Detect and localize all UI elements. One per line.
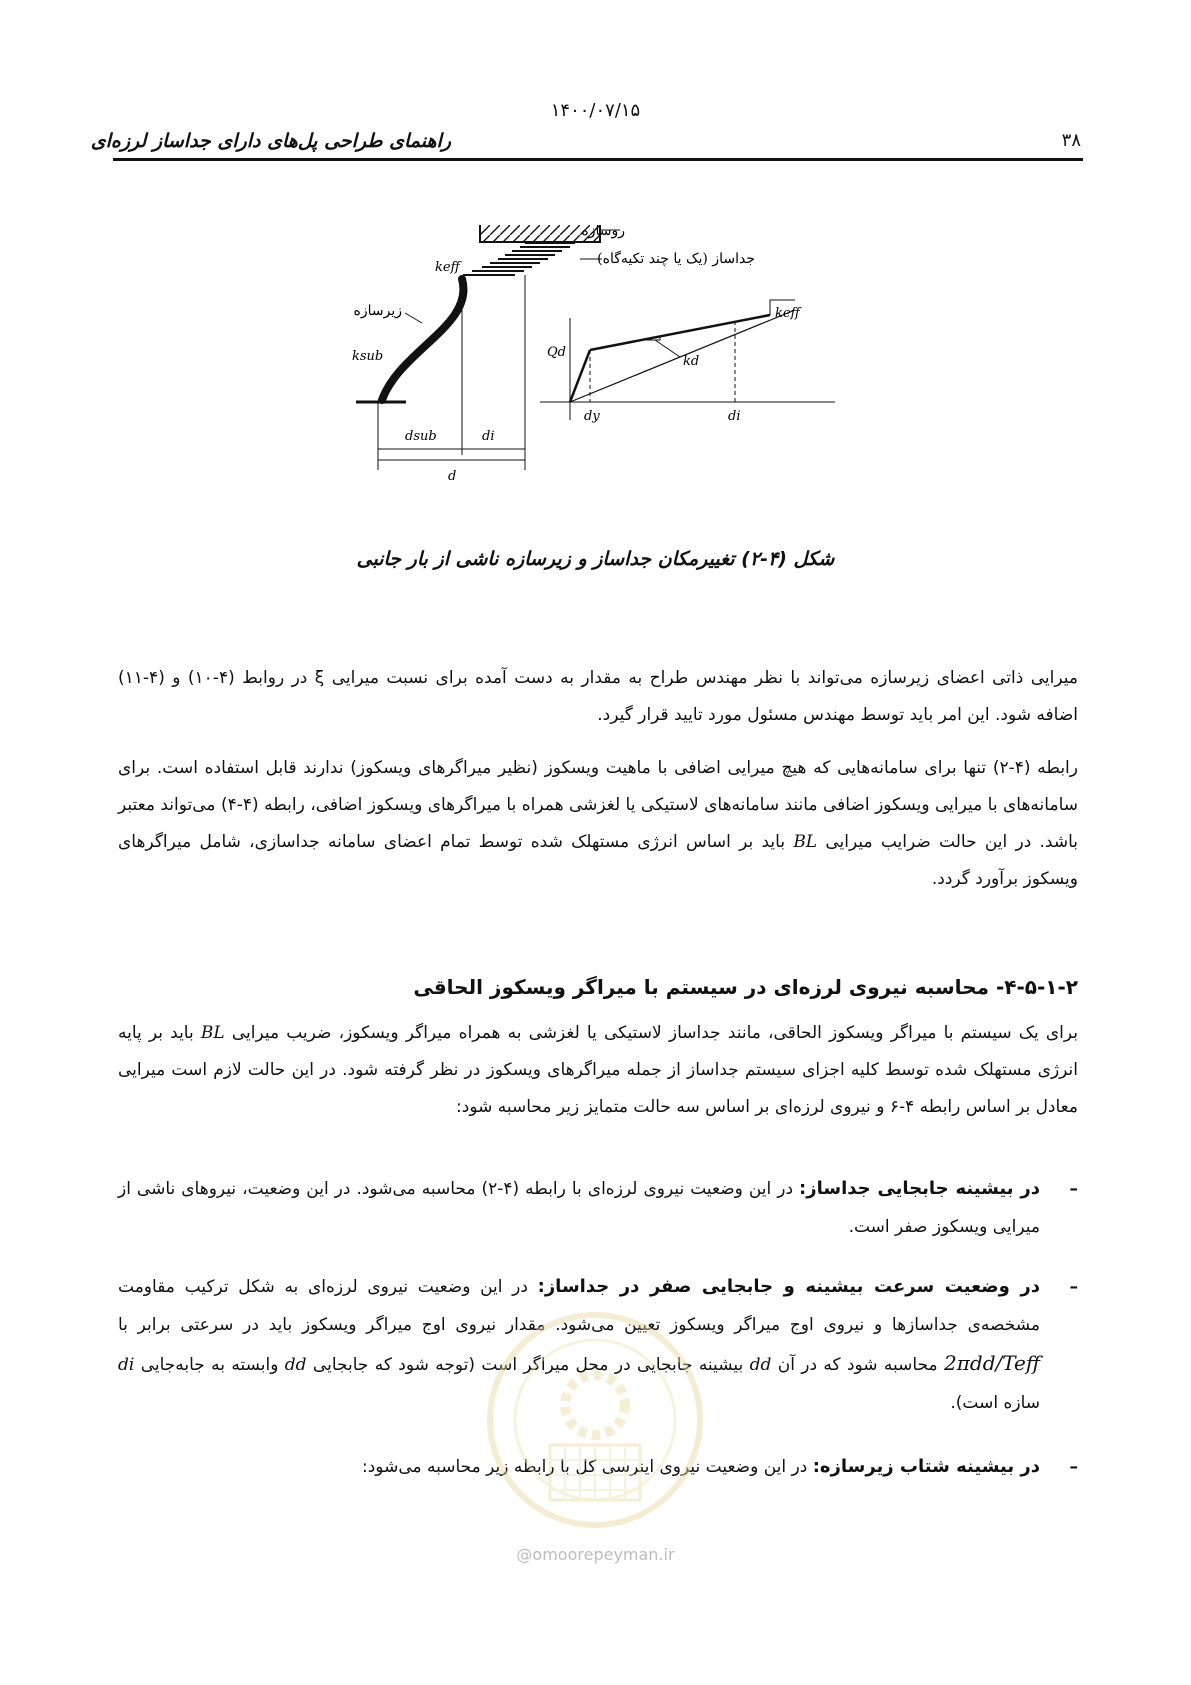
- substructure-column: [382, 279, 464, 400]
- symbol-dd: dd: [749, 1355, 772, 1375]
- bullet-dash: –: [1069, 1457, 1078, 1477]
- label-d-i-graph: di: [728, 409, 741, 424]
- bullet-1-title: در بیشینه جابجایی جداساز:: [799, 1178, 1040, 1199]
- damping-coefficient-symbol: BL: [793, 832, 818, 852]
- label-d: d: [448, 469, 457, 484]
- bullet-2-text-2: محاسبه شود که در آن: [777, 1355, 938, 1375]
- label-k-sub: ksub: [352, 349, 384, 364]
- section-heading: ۴-۵-۱-۲- محاسبه نیروی لرزه‌ای در سیستم با میراگر ویسکوز الحاقی: [413, 975, 1078, 999]
- header-rule: [113, 158, 1083, 161]
- watermark-seal-icon: [480, 1305, 710, 1535]
- paragraph-2-text-b: باید بر اساس انرژی مستهلک شده توسط تمام اعضای سامانه جداسازی، شامل میراگرهای ویسکوز برآورد گردد.: [118, 832, 1078, 889]
- bullet-3-title: در بیشینه شتاب زیرسازه:: [812, 1456, 1040, 1477]
- bullet-2-text-1: در این وضعیت نیروی لرزه‌ای به شکل ترکیب مقاومت مشخصه‌ی جداسازها و نیروی اوج میراگر ویسکوز تعیین می‌شود. مقدار نیروی اوج میراگر ویسکوز باید در سرعتی برابر با: [118, 1277, 1040, 1335]
- document-date: ۱۴۰۰/۰۷/۱۵: [550, 100, 641, 121]
- label-q-d: Qd: [547, 345, 566, 360]
- label-d-i: di: [482, 429, 495, 444]
- bullet-max-displacement: [118, 1170, 1078, 1246]
- label-k-eff-graph: keff: [775, 306, 800, 321]
- bullet-2-text-5: سازه است).: [950, 1393, 1040, 1413]
- bullet-1-text: در این وضعیت نیروی لرزه‌ای با رابطه (۴-۲) محاسبه می‌شود. در این وضعیت، نیروهای ناشی از میرایی ویسکوز صفر است.: [118, 1179, 1040, 1237]
- paragraph-2-text-a: رابطه (۴-۲) تنها برای سامانه‌هایی که هیچ میرایی اضافی با ماهیت ویسکوز (نظیر میراگرهای ویسکوز) ندارند قابل استفاده است. برای سامانه‌های با میرایی ویسکوز اضافی مانند سامانه‌های لاستیکی یا لغزشی همراه با میراگرهای ویسکوز اضافی، رابطه (۴-۴) می‌تواند معتبر باشد. در این حالت ضرایب میرایی: [118, 758, 1078, 852]
- bullet-dash: –: [1069, 1277, 1078, 1297]
- section-intro-text-a: برای یک سیستم با میراگر ویسکوز الحاقی، مانند جداساز لاستیکی یا لغزشی به همراه میراگر ویسکوز، ضریب میرایی: [231, 1023, 1079, 1043]
- symbol-di: di: [118, 1355, 135, 1375]
- section-intro-text-b: باید بر پایه انرژی مستهلک شده توسط کلیه اجزای سیستم جداساز از جمله میراگرهای ویسکوز در نظر گرفته شود. در این حالت لازم است میرایی معادل بر اساس رابطه ۴-۶ و نیروی لرزه‌ای بر اساس سه حالت متمایز زیر محاسبه شود:: [118, 1023, 1078, 1117]
- bullet-2-title: در وضعیت سرعت بیشینه و جابجایی صفر در جداساز:: [537, 1276, 1041, 1297]
- page-number: ۳۸: [1061, 130, 1081, 151]
- bullet-3-text: در این وضعیت نیروی اینرسی کل با رابطه زیر محاسبه می‌شود:: [362, 1457, 808, 1477]
- bullet-dash: –: [1069, 1179, 1078, 1199]
- section-damping-symbol: BL: [200, 1023, 225, 1043]
- paragraph-inherent-damping: [118, 660, 1078, 734]
- section-intro: [118, 1015, 1078, 1126]
- figure-caption: شکل (۴-۲) تغییرمکان جداساز و زیرسازه ناشی از بار جانبی: [356, 548, 835, 570]
- symbol-dd-2: dd: [284, 1355, 307, 1375]
- paragraph-1-text: میرایی ذاتی اعضای زیرسازه می‌تواند با نظر مهندس طراح به مقدار به دست آمده برای نسبت میرایی ξ در روابط (۴-۱۰) و (۴-۱۱) اضافه شود. این امر باید توسط مهندس مسئول مورد تایید قرار گیرد.: [118, 668, 1078, 725]
- label-superstructure: روسازه: [581, 225, 625, 239]
- label-isolator: جداساز (یک یا چند تکیه‌گاه): [597, 251, 755, 267]
- label-k-eff: keff: [435, 260, 460, 275]
- watermark-url: @omoorepeyman.ir: [516, 1545, 675, 1564]
- paragraph-viscous-damping: [118, 750, 1078, 898]
- velocity-formula: 2πdd/Teff: [944, 1351, 1041, 1375]
- bullet-2-text-4: وابسته به جابه‌جایی: [140, 1355, 279, 1375]
- bullet-2-text-3: بیشینه جابجایی در محل میراگر است (توجه شود که جابجایی: [312, 1355, 744, 1375]
- label-d-y: dy: [584, 409, 600, 424]
- label-d-sub: dsub: [405, 429, 437, 444]
- isolator-spring: [463, 243, 575, 275]
- isolator-displacement-figure: [350, 225, 850, 515]
- running-header-title: راهنمای طراحی پل‌های دارای جداساز لرزه‌ای: [90, 130, 451, 152]
- label-substructure: زیرسازه: [353, 303, 402, 319]
- label-k-d: kd: [683, 354, 700, 369]
